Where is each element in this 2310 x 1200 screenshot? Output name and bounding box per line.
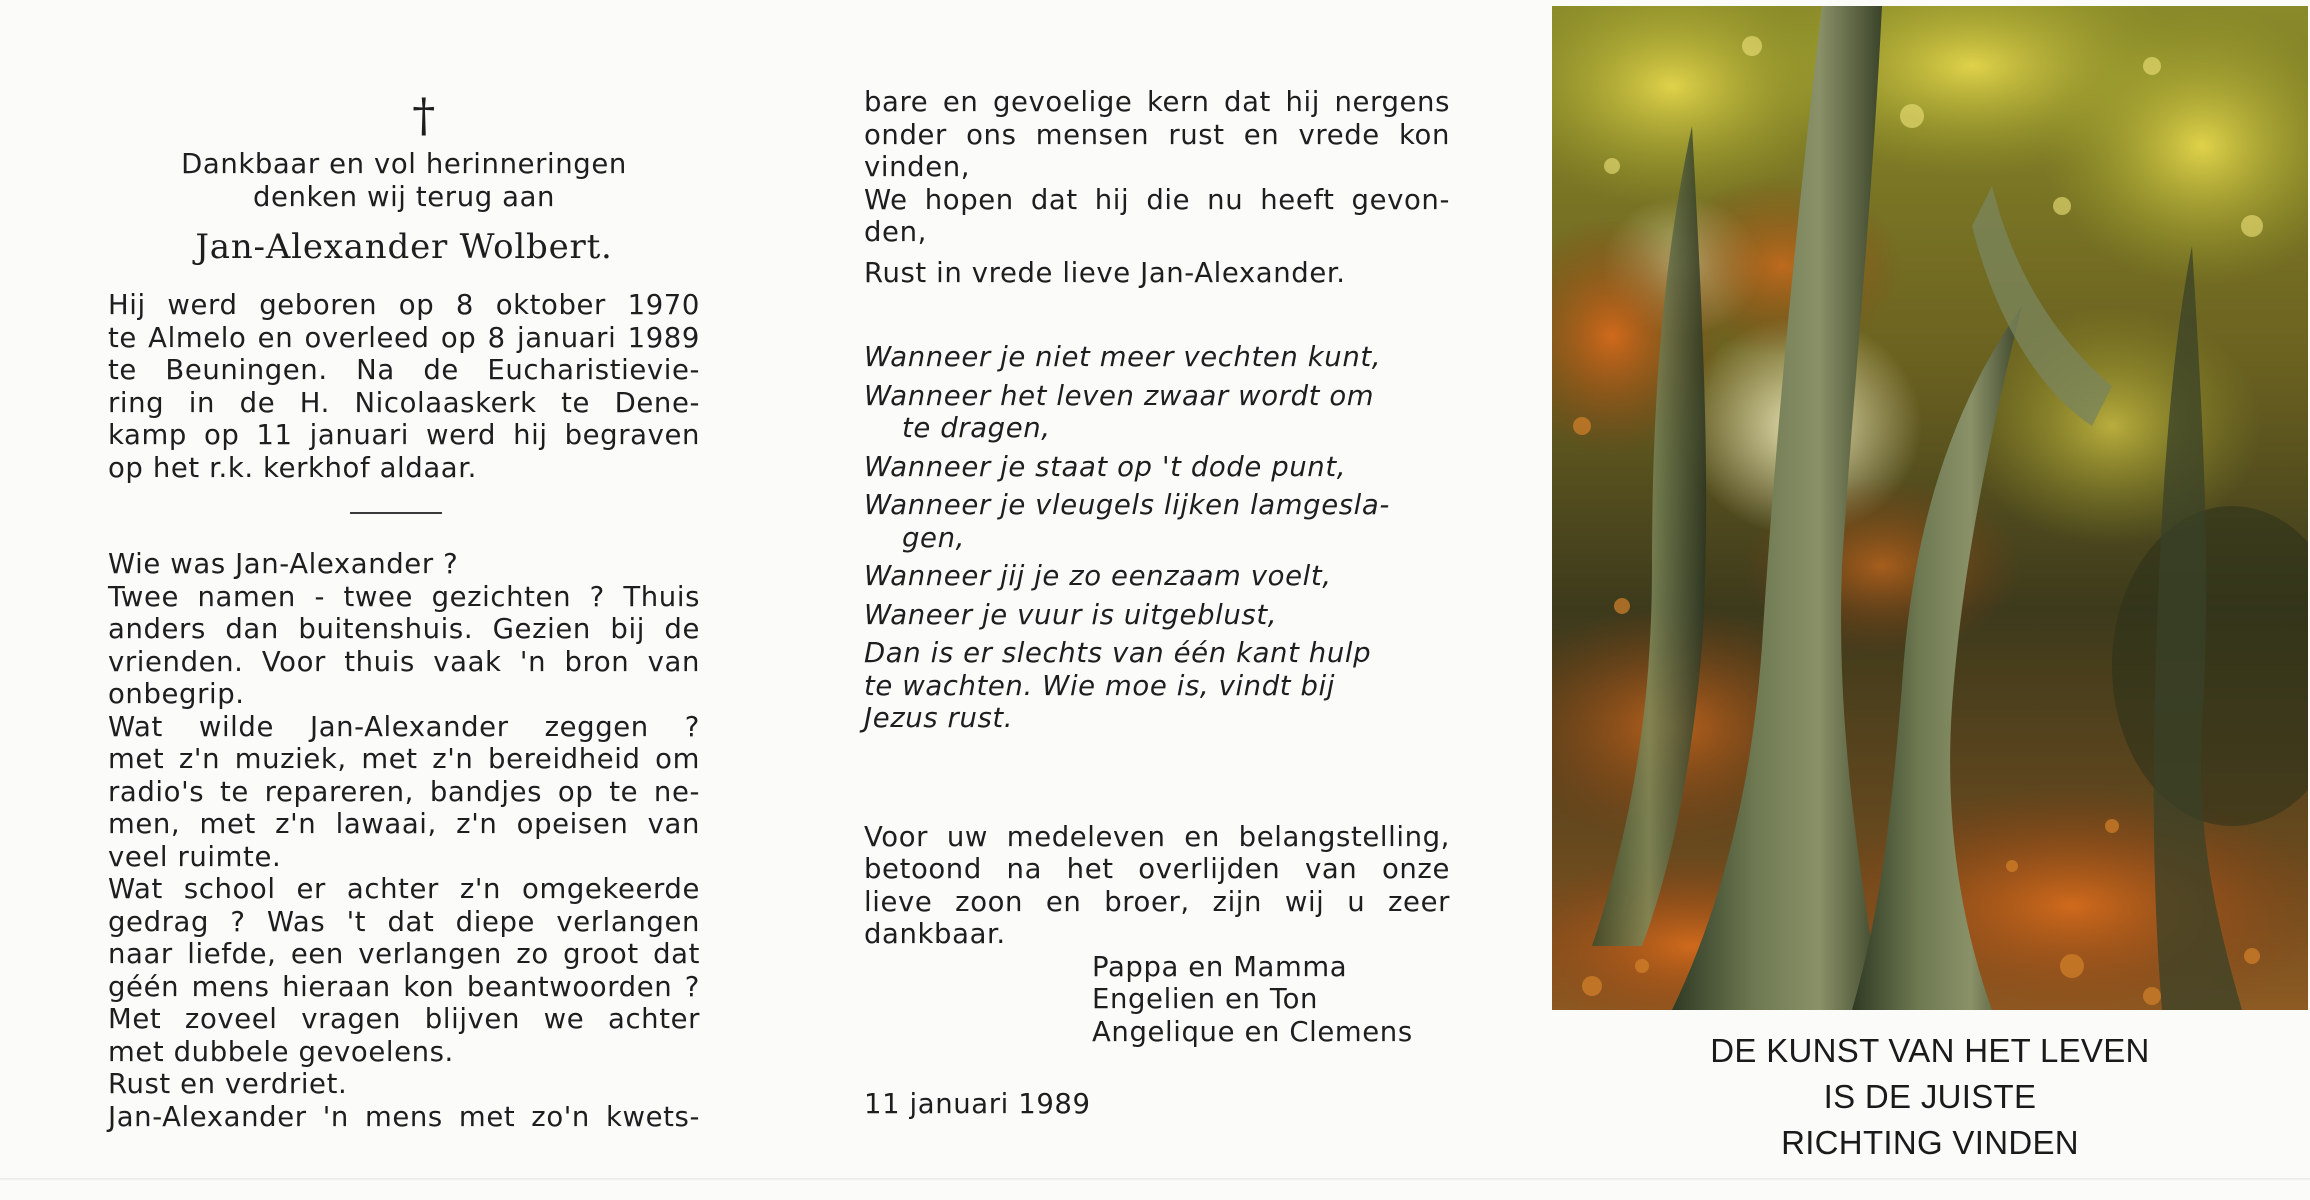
middle-panel: [864, 86, 1450, 1121]
story-line: met dubbele gevoelens.: [108, 1035, 454, 1068]
signer-line: Engelien en Ton: [1092, 983, 1319, 1015]
continuation-line: Rust in vrede lieve Jan-Alexander.: [864, 256, 1346, 289]
acknowledgement: [864, 821, 1450, 951]
thanks-line: Voor uw medeleven en belangstelling,: [864, 820, 1450, 853]
story-line: Met zoveel vragen blijven we achter: [108, 1003, 700, 1035]
continuation-line: onder ons mensen rust en vrede kon: [864, 118, 1450, 151]
poem: [864, 341, 1450, 735]
story-line: Wat school er achter z'n omgekeerde: [108, 873, 700, 905]
story-line: naar liefde, een verlangen zo groot dat: [108, 938, 700, 970]
bio-line: te Beuningen. Na de Eucharistievie-: [108, 354, 700, 386]
thanks-line: lieve zoon en broer, zijn wij u zeer: [864, 885, 1450, 918]
caption-line: IS DE JUISTE: [1823, 1078, 2037, 1115]
bio-line: Hij werd geboren op 8 oktober 1970: [108, 289, 700, 321]
story-line: vrienden. Voor thuis vaak 'n bron van: [108, 645, 700, 678]
intro-line: denken wij terug aan: [252, 180, 556, 213]
story-line: anders dan buitenshuis. Gezien bij de: [108, 613, 700, 645]
story: [108, 548, 700, 1133]
story-continuation: [864, 86, 1450, 289]
poem-line: Dan is er slechts van één kant hulp: [864, 637, 1372, 669]
poem-line: gen,: [902, 521, 965, 554]
poem-line: Wanneer jij je zo eenzaam voelt,: [864, 560, 1332, 592]
story-line: géén mens hieraan kon beantwoorden ?: [108, 970, 700, 1003]
thanks-line: dankbaar.: [864, 918, 1006, 950]
bio-line: kamp op 11 januari werd hij begraven: [108, 419, 700, 451]
left-panel: [108, 90, 700, 1133]
story-line: gedrag ? Was 't dat diepe verlangen: [108, 905, 700, 938]
signer-line: Pappa en Mamma: [1092, 950, 1348, 983]
signer-line: Angelique en Clemens: [1092, 1015, 1413, 1048]
continuation-line: bare en gevoelige kern dat hij nergens: [864, 86, 1450, 118]
divider: [350, 512, 442, 514]
continuation-line: den,: [864, 216, 927, 248]
story-line: Wat wilde Jan-Alexander zeggen ?: [108, 710, 700, 743]
story-line: Wie was Jan-Alexander ?: [108, 548, 459, 580]
deceased-name: Jan-Alexander Wolbert.: [195, 227, 613, 267]
story-line: onbegrip.: [108, 678, 245, 710]
continuation-line: vinden,: [864, 151, 971, 183]
poem-line: Waneer je vuur is uitgeblust,: [864, 598, 1278, 631]
story-line: met z'n muziek, met z'n bereidheid om: [108, 743, 700, 775]
photo-caption: [1552, 1028, 2308, 1166]
thanks-line: betoond na het overlijden van onze: [864, 853, 1450, 885]
cross-icon: †: [412, 88, 436, 142]
story-line: Jan-Alexander 'n mens met zo'n kwets-: [108, 1100, 700, 1133]
story-line: men, met z'n lawaai, z'n opeisen van: [108, 808, 700, 840]
card-date: 11 januari 1989: [864, 1088, 1091, 1120]
poem-line: Wanneer je vleugels lijken lamgesla-: [864, 489, 1390, 521]
poem-line: Wanneer je niet meer vechten kunt,: [864, 341, 1382, 373]
poem-line: te dragen,: [902, 412, 1051, 444]
caption-line: DE KUNST VAN HET LEVEN: [1710, 1032, 2150, 1069]
biography: [108, 289, 700, 484]
card-edge: [0, 1178, 2310, 1182]
poem-line: te wachten. Wie moe is, vindt bij: [864, 669, 1336, 702]
forest-illustration: [1552, 6, 2308, 1010]
intro-line: Dankbaar en vol herinneringen: [181, 148, 627, 180]
poem-line: Jezus rust.: [864, 702, 1014, 734]
caption-line: RICHTING VINDEN: [1781, 1124, 2079, 1161]
story-line: radio's te repareren, bandjes op te ne-: [108, 775, 700, 808]
intro-text: [108, 148, 700, 213]
bio-line: op het r.k. kerkhof aldaar.: [108, 451, 477, 484]
bio-line: te Almelo en overleed op 8 januari 1989: [108, 321, 700, 354]
poem-line: Wanneer je staat op 't dode punt,: [864, 450, 1347, 483]
story-line: Twee namen - twee gezichten ? Thuis: [108, 580, 700, 613]
continuation-line: We hopen dat hij die nu heeft gevon-: [864, 183, 1450, 216]
forest-photo: [1552, 6, 2308, 1010]
story-line: Rust en verdriet.: [108, 1068, 348, 1100]
bio-line: ring in de H. Nicolaaskerk te Dene-: [108, 386, 700, 419]
story-line: veel ruimte.: [108, 840, 282, 873]
poem-line: Wanneer het leven zwaar wordt om: [864, 379, 1375, 412]
signers: [1092, 951, 1450, 1049]
